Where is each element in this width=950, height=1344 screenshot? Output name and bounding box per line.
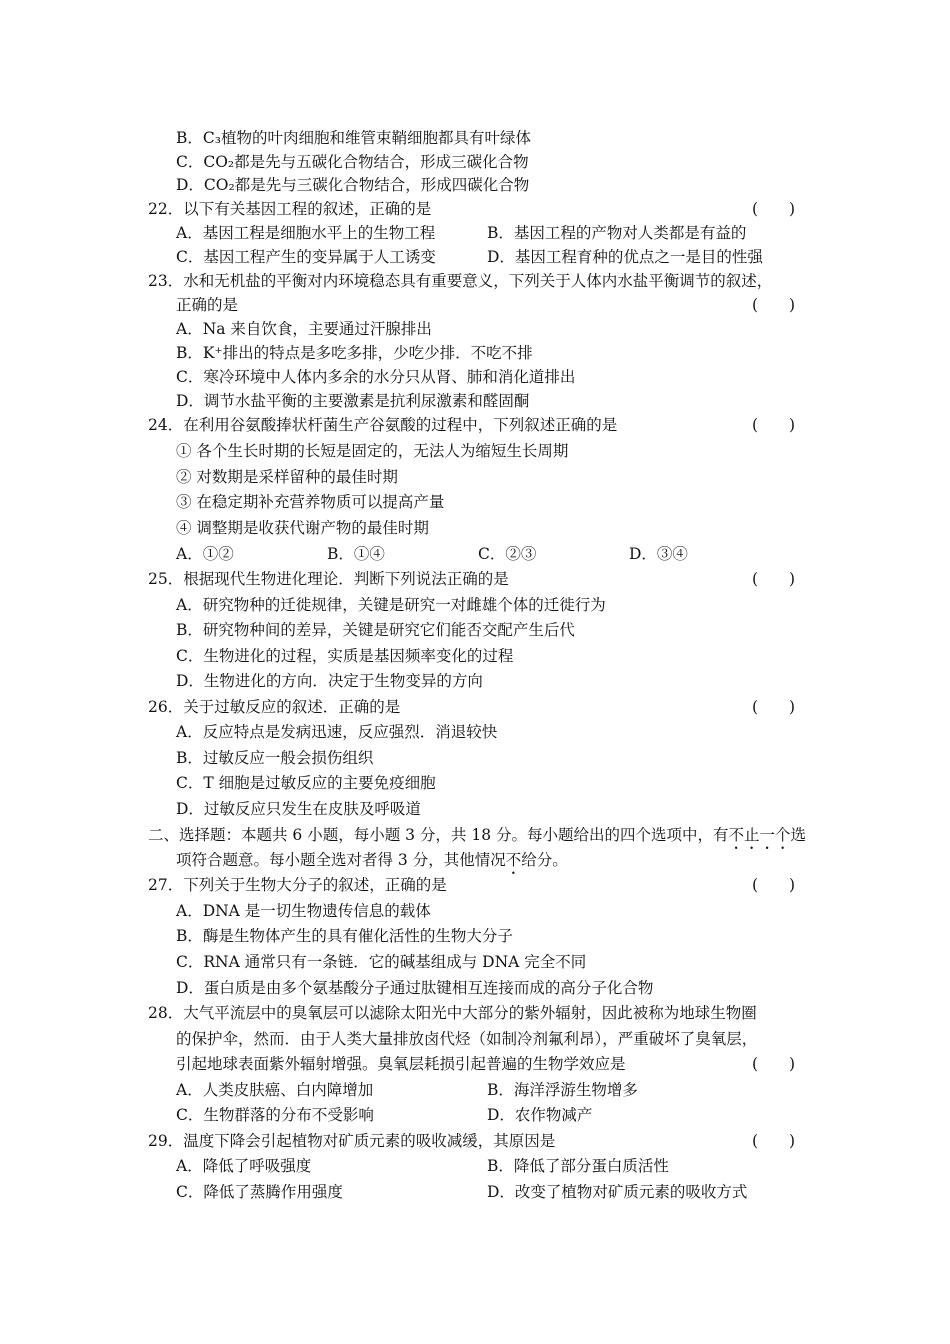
q21-option-d: D．CO₂都是先与三碳化合物结合，形成四碳化合物 [176, 176, 530, 194]
q25-option-c: C．生物进化的过程，实质是基因频率变化的过程 [176, 647, 514, 665]
section2-instructions-line2 [176, 850, 568, 878]
q22-option-a: A．基因工程是细胞水平上的生物工程 [176, 224, 436, 242]
q23-option-b: B．K⁺排出的特点是多吃多排，少吃少排．不吃不排 [176, 344, 533, 362]
section2-text-c: 选 [790, 826, 807, 844]
q23-option-c: C．寒冷环境中人体内多余的水分只从肾、肺和消化道排出 [176, 368, 576, 386]
q21-option-c: C．CO₂都是先与五碳化合物结合，形成三碳化合物 [176, 153, 529, 171]
q25-option-b: B．研究物种间的差异，关键是研究它们能否交配产生后代 [176, 621, 575, 639]
q29-option-d: D．改变了植物对矿质元素的吸收方式 [487, 1183, 748, 1201]
q23-option-d: D．调节水盐平衡的主要激素是抗利尿激素和醛固酮 [176, 392, 530, 410]
q24-option-d: D．③④ [629, 545, 688, 563]
q27-option-d: D．蛋白质是由多个氨基酸分子通过肽键相互连接而成的高分子化合物 [176, 979, 654, 997]
q23-option-a: A．Na 来自饮食，主要通过汗腺排出 [176, 320, 432, 338]
q29-stem: 29．温度下降会引起植物对矿质元素的吸收减缓，其原因是 [148, 1132, 556, 1150]
q24-option-a: A．①② [176, 545, 234, 563]
q26-option-a: A．反应特点是发病迅速，反应强烈．消退较快 [176, 723, 498, 741]
q22-answer-blank: ( ) [752, 200, 796, 218]
q27-option-c: C．RNA 通常只有一条链．它的碱基组成与 DNA 完全不同 [176, 953, 587, 971]
q27-stem: 27．下列关于生物大分子的叙述，正确的是 [148, 876, 447, 894]
q24-option-b: B．①④ [327, 545, 385, 563]
q29-option-a: A．降低了呼吸强度 [176, 1157, 312, 1175]
q25-answer-blank: ( ) [752, 570, 796, 588]
q29-option-b: B．降低了部分蛋白质活性 [487, 1157, 669, 1175]
q28-stem-line2: 的保护伞，然而．由于人类大量排放卤代烃（如制冷剂氟利昂），严重破坏了臭氧层， [176, 1030, 758, 1048]
q24-statement-3: ③ 在稳定期补充营养物质可以提高产量 [176, 493, 445, 511]
q29-answer-blank: ( ) [752, 1132, 796, 1150]
q23-answer-blank: ( ) [752, 296, 796, 314]
q22-stem: 22．以下有关基因工程的叙述，正确的是 [148, 200, 432, 218]
section2-instructions-line1 [148, 825, 806, 853]
q28-option-b: B．海洋浮游生物增多 [487, 1081, 638, 1099]
q22-option-d: D．基因工程育种的优点之一是目的性强 [487, 248, 763, 266]
q22-option-b: B．基因工程的产物对人类都是有益的 [487, 224, 747, 242]
q21-option-b: B．C₃植物的叶肉细胞和维管束鞘细胞都具有叶绿体 [176, 129, 531, 147]
q24-statement-4: ④ 调整期是收获代谢产物的最佳时期 [176, 519, 429, 537]
q25-stem: 25．根据现代生物进化理论．判断下列说法正确的是 [148, 570, 509, 588]
q28-option-a: A．人类皮肤癌、白内障增加 [176, 1081, 374, 1099]
q26-option-b: B．过敏反应一般会损伤组织 [176, 749, 374, 767]
q24-statement-1: ① 各个生长时期的长短是固定的，无法人为缩短生长周期 [176, 442, 569, 460]
emphasis-not-only-one: 不止一个 [728, 826, 791, 844]
q25-option-a: A．研究物种的迁徙规律，关键是研究一对雌雄个体的迁徙行为 [176, 596, 606, 614]
q24-stem: 24．在利用谷氨酸捧状杆菌生产谷氨酸的过程中，下列叙述正确的是 [148, 416, 618, 434]
q24-answer-blank: ( ) [752, 416, 796, 434]
q27-option-b: B．酶是生物体产生的具有催化活性的生物大分子 [176, 927, 513, 945]
q26-option-d: D．过敏反应只发生在皮肤及呼吸道 [176, 800, 421, 818]
q28-answer-blank: ( ) [752, 1055, 796, 1073]
q28-option-d: D．农作物减产 [487, 1106, 593, 1124]
q28-stem-line1: 28．大气平流层中的臭氧层可以滤除太阳光中大部分的紫外辐射，因此被称为地球生物圈 [148, 1004, 757, 1022]
section2-text-d: 项符合题意。每小题全选对者得 3 分，其他情况 [176, 851, 506, 869]
q25-option-d: D．生物进化的方向．决定于生物变异的方向 [176, 672, 483, 690]
q27-answer-blank: ( ) [752, 876, 796, 894]
q26-stem: 26．关于过敏反应的叙述．正确的是 [148, 698, 401, 716]
q26-answer-blank: ( ) [752, 698, 796, 716]
q28-option-c: C．生物群落的分布不受影响 [176, 1106, 374, 1124]
q29-option-c: C．降低了蒸腾作用强度 [176, 1183, 343, 1201]
section2-text-a: 二、选择题：本题共 6 小题，每小题 3 分，共 18 分。每小题给出的四个选项中，有 [148, 826, 729, 844]
q28-stem-line3: 引起地球表面紫外辐射增强。臭氧层耗损引起普遍的生物学效应是 [176, 1055, 626, 1073]
section2-text-f: 给分。 [521, 851, 568, 869]
q24-option-c: C．②③ [478, 545, 537, 563]
q23-stem-line1: 23．水和无机盐的平衡对内环境稳态具有重要意义，下列关于人体内水盐平衡调节的叙述， [148, 272, 773, 290]
q23-stem-line2: 正确的是 [176, 296, 239, 314]
emphasis-not: 不 [505, 851, 522, 869]
q27-option-a: A．DNA 是一切生物遗传信息的载体 [176, 902, 431, 920]
q24-statement-2: ② 对数期是采样留种的最佳时期 [176, 468, 398, 486]
q26-option-c: C．T 细胞是过敏反应的主要免疫细胞 [176, 774, 436, 792]
q22-option-c: C．基因工程产生的变异属于人工诱变 [176, 248, 436, 266]
